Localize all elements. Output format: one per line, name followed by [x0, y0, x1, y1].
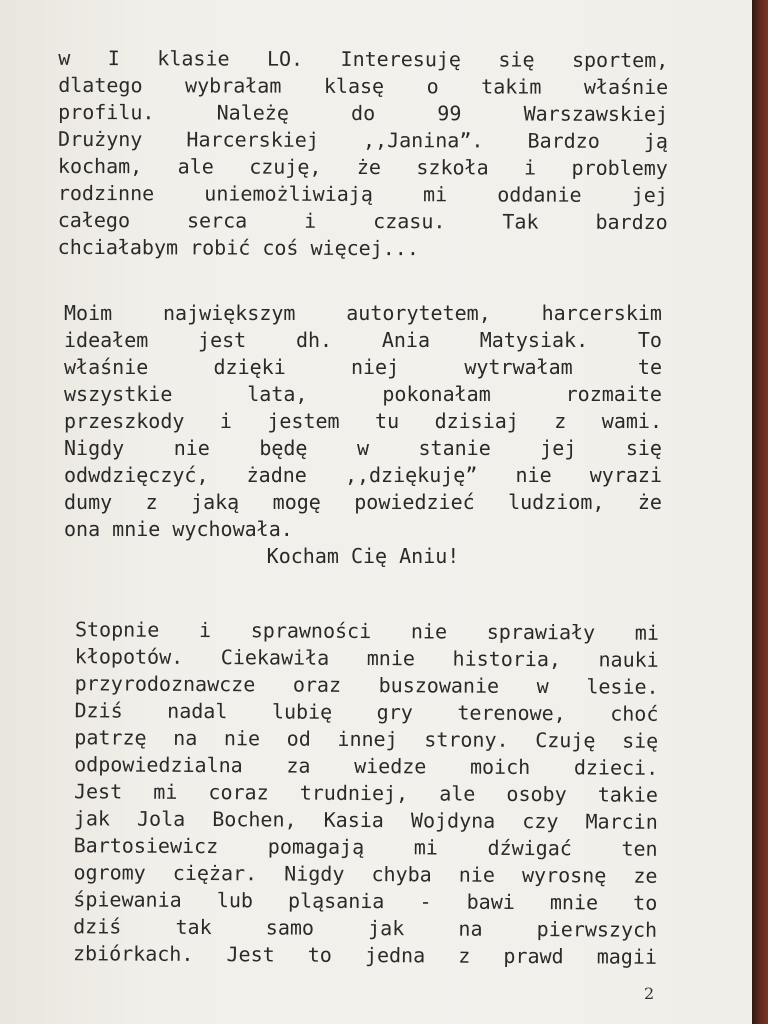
word: nie — [458, 862, 496, 887]
word: to — [307, 942, 332, 967]
word: - — [419, 889, 432, 914]
text-line — [58, 72, 668, 101]
text-line — [75, 643, 659, 674]
word: największym — [162, 301, 296, 325]
word: buszowanie — [378, 673, 500, 698]
text-line — [58, 126, 668, 155]
word: jest — [198, 328, 247, 352]
word: wybrałam — [185, 73, 282, 98]
word: rodzinne — [57, 180, 155, 206]
word: 99 — [437, 101, 462, 126]
paragraph-badges-and-skills — [73, 616, 659, 971]
word: serca — [186, 208, 248, 233]
word: nie — [223, 726, 261, 751]
word: pląsania — [287, 888, 385, 914]
word: Jest — [226, 942, 275, 967]
word: Moim — [64, 301, 113, 325]
word: prawd — [503, 943, 564, 969]
word: właśnie — [64, 355, 149, 379]
word: że — [637, 490, 662, 514]
word: bawi — [466, 889, 515, 914]
word: na — [173, 725, 198, 750]
word: nie — [173, 436, 210, 460]
word: szkoła — [416, 155, 489, 180]
word: ideałem — [64, 328, 149, 352]
text-line — [73, 886, 657, 917]
word: Dziś — [74, 698, 123, 723]
word: ludziom, — [508, 490, 605, 514]
text-line — [73, 913, 657, 944]
word: i — [219, 409, 232, 433]
word: Wojdyna — [410, 808, 496, 833]
word: od — [286, 726, 311, 751]
word: oddanie — [497, 182, 582, 207]
paragraph-role-model — [64, 300, 662, 570]
word: mnie — [366, 646, 416, 671]
word: Bardzo — [527, 128, 600, 153]
word: czy — [522, 808, 559, 834]
word: mi — [634, 620, 660, 645]
word: dzięki — [213, 355, 286, 379]
word: ją — [643, 128, 669, 154]
word: dlatego — [58, 72, 143, 98]
word: będę — [259, 436, 308, 460]
word: ogromy — [73, 860, 146, 885]
word: czasu. — [373, 209, 446, 234]
word: odpowiedzialna — [74, 752, 243, 778]
word: patrzę — [74, 725, 147, 750]
word: sprawiały — [486, 619, 596, 645]
word: magii — [596, 944, 658, 969]
word: takie — [597, 782, 659, 807]
word: uniemożliwiają — [204, 181, 373, 207]
word: Jola — [136, 806, 186, 831]
word: wyrosnę — [521, 862, 607, 888]
text-line — [74, 832, 658, 863]
word: mi — [413, 835, 438, 860]
text-line — [58, 207, 668, 236]
word: lata, — [247, 382, 308, 406]
word: jej — [631, 182, 668, 208]
word: ,,Janina”. — [362, 128, 484, 153]
word: klasie — [157, 46, 230, 71]
page-number: 2 — [644, 984, 655, 1003]
word: się — [622, 728, 659, 753]
text-line — [64, 327, 662, 354]
word: te — [637, 355, 662, 379]
word: ,,dziękuję” — [344, 463, 478, 487]
word: do — [351, 100, 376, 126]
word: czuję, — [249, 154, 322, 179]
word: klasę — [323, 73, 385, 99]
text-line — [58, 180, 668, 209]
word: mi — [423, 182, 448, 207]
word: wyrazi — [589, 463, 662, 487]
text-line — [73, 940, 657, 971]
word: dzisiaj — [434, 409, 519, 433]
word: nie — [410, 619, 448, 644]
text-line — [74, 751, 658, 782]
word: rozmaite — [565, 382, 662, 406]
text-line — [74, 697, 658, 728]
word: dźwigać — [487, 835, 572, 861]
word: Bochen, — [212, 807, 297, 832]
word: LO. — [266, 46, 304, 71]
word: harcerskim — [541, 301, 662, 325]
word: moich — [469, 754, 531, 780]
word: sportem, — [571, 47, 669, 73]
word: chyba — [371, 862, 432, 887]
word: gry — [376, 700, 413, 725]
word: pokonałam — [382, 382, 491, 406]
word: I — [107, 46, 120, 71]
text-line — [64, 489, 662, 516]
word: lubię — [271, 699, 333, 724]
word: jej — [540, 436, 577, 460]
word: przyrodoznawcze — [74, 671, 256, 697]
text-line: ona mnie wychowała. — [64, 517, 293, 541]
background-edge — [752, 0, 768, 1024]
word: wami. — [601, 409, 662, 433]
paragraph-school-and-scouting — [58, 45, 669, 263]
word: choć — [610, 701, 659, 726]
word: terenowe, — [457, 700, 566, 726]
word: problemy — [571, 155, 668, 181]
word: tu — [375, 409, 400, 433]
word: wytrwałam — [464, 355, 573, 379]
word: na — [458, 916, 483, 941]
word: trudniej, — [299, 780, 409, 806]
word: niej — [350, 355, 400, 379]
closing-line: Kocham Cię Aniu! — [266, 544, 460, 568]
text-line — [64, 354, 662, 381]
word: samo — [265, 915, 315, 940]
word: Ania — [381, 328, 431, 352]
text-line — [58, 99, 668, 128]
word: oraz — [292, 672, 342, 697]
word: Nigdy — [284, 861, 345, 886]
word: wiedze — [354, 753, 427, 779]
word: dh. — [295, 328, 333, 352]
word: i — [524, 155, 537, 180]
word: dzieci. — [573, 755, 659, 780]
word: Drużyny — [58, 126, 143, 152]
word: stanie — [418, 436, 491, 460]
word: odwdzięczyć, — [64, 463, 209, 487]
word: z — [145, 490, 158, 514]
text-line — [64, 408, 662, 435]
word: dziś — [73, 914, 122, 939]
word: ale — [177, 154, 214, 179]
word: za — [286, 753, 311, 778]
text-line — [64, 435, 662, 462]
word: Czuję — [535, 728, 596, 753]
word: zbiórkach. — [72, 941, 194, 966]
word: wszystkie — [64, 382, 173, 406]
word: pierwszych — [536, 917, 658, 942]
word: o — [426, 74, 439, 99]
word: mi — [153, 779, 178, 804]
word: że — [356, 154, 382, 180]
text-line — [74, 778, 658, 809]
word: tak — [175, 914, 212, 940]
word: z — [458, 943, 471, 968]
word: ciężar. — [172, 860, 258, 886]
word: Marcin — [585, 809, 658, 834]
word: lub — [216, 888, 254, 913]
word: Jest — [73, 779, 123, 804]
word: nauki — [598, 647, 659, 672]
word: w — [356, 436, 370, 460]
text-line — [73, 859, 657, 890]
word: nadal — [167, 698, 228, 724]
word: Matysiak. — [479, 328, 589, 352]
word: Należę — [216, 100, 289, 125]
word: Bartosiewicz — [73, 833, 219, 859]
text-line — [64, 300, 662, 327]
text-line — [58, 153, 668, 182]
word: kłopotów. — [74, 644, 184, 669]
word: w — [58, 45, 71, 70]
word: się — [498, 47, 535, 72]
word: osoby — [506, 781, 567, 807]
word: pomagają — [267, 834, 365, 859]
word: i — [198, 617, 212, 643]
word: mogę — [272, 490, 321, 514]
word: Kasia — [323, 807, 384, 833]
word: nie — [515, 463, 552, 487]
word: Harcerskiej — [186, 127, 319, 152]
word: innej — [337, 726, 398, 752]
word: Tak — [502, 209, 539, 234]
word: Nigdy — [64, 436, 125, 460]
word: historia, — [452, 646, 562, 672]
word: autorytetem, — [346, 301, 491, 325]
word: bardzo — [595, 209, 668, 235]
word: z — [554, 409, 567, 433]
word: jestem — [267, 409, 340, 433]
word: jedna — [364, 942, 426, 968]
word: profilu. — [58, 99, 155, 125]
word: strony. — [424, 727, 509, 752]
text-line: chciałabym robić coś więcej... — [57, 234, 419, 261]
word: Ciekawiła — [220, 645, 330, 670]
word: ale — [439, 781, 476, 806]
text-line — [74, 805, 658, 836]
text-line — [75, 670, 659, 701]
word: i — [304, 208, 317, 233]
word: jaką — [191, 490, 240, 514]
word: całego — [57, 207, 131, 233]
word: sprawności — [250, 618, 372, 644]
word: śpiewania — [73, 887, 182, 912]
word: dumy — [64, 490, 113, 514]
word: właśnie — [583, 74, 669, 100]
text-line — [58, 45, 668, 74]
word: Stopnie — [74, 617, 160, 642]
word: żadne — [246, 463, 307, 487]
word: w — [536, 674, 549, 699]
text-line — [75, 616, 659, 647]
word: ten — [621, 836, 658, 861]
word: coraz — [208, 780, 269, 805]
word: się — [625, 436, 662, 460]
text-line — [64, 462, 662, 489]
word: powiedzieć — [354, 490, 475, 514]
word: kocham, — [57, 153, 143, 179]
word: jak — [73, 806, 111, 831]
text-line — [64, 381, 662, 408]
word: jak — [368, 916, 405, 941]
word: to — [633, 890, 658, 915]
word: To — [637, 328, 662, 352]
text-line — [74, 724, 658, 755]
word: lesie. — [586, 674, 659, 699]
word: Warszawskiej — [523, 101, 669, 127]
word: mnie — [549, 890, 599, 915]
word: ze — [633, 863, 658, 888]
word: takim — [481, 74, 542, 99]
word: Interesuję — [340, 46, 462, 72]
word: przeszkody — [64, 409, 185, 433]
